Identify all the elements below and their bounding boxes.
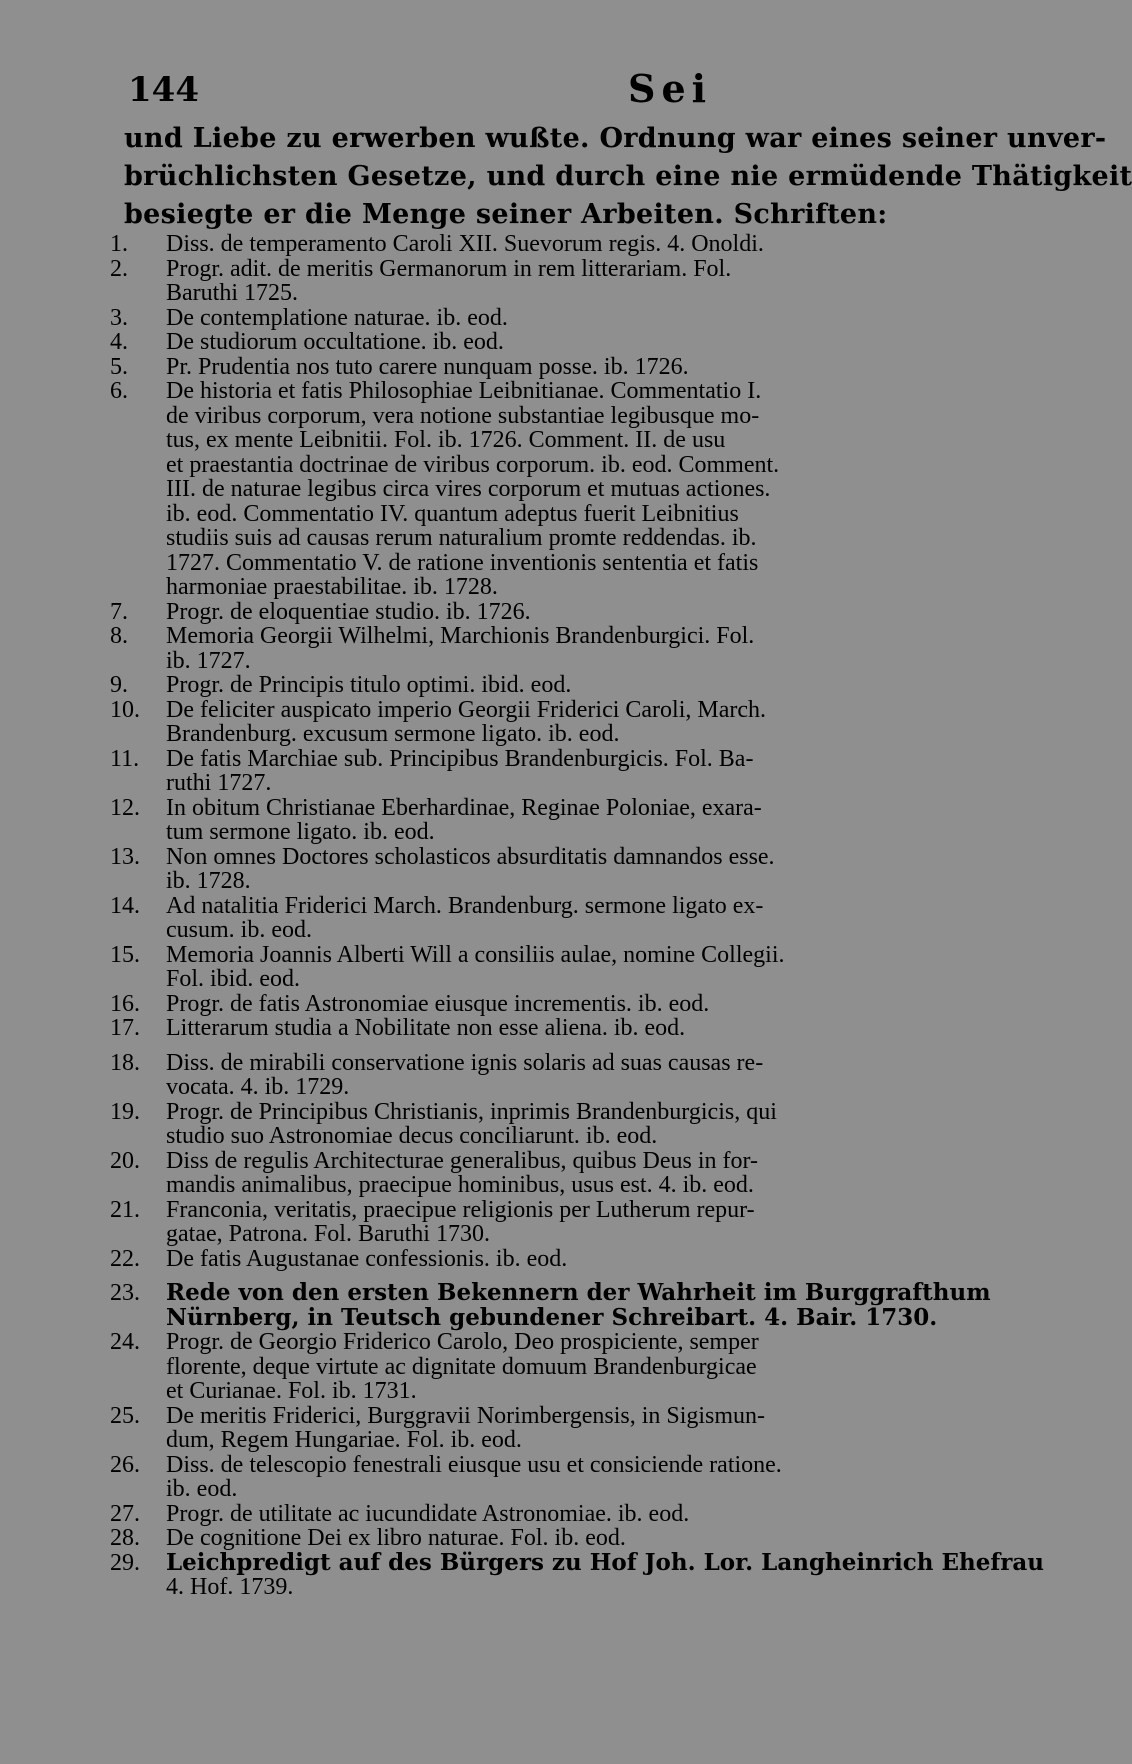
item-text bbox=[166, 1016, 980, 1041]
item-text bbox=[166, 673, 980, 698]
item-line: Memoria Joannis Alberti Will a consiliis aulae, nomine Collegii. bbox=[166, 941, 785, 968]
item-number: 14. bbox=[110, 892, 140, 919]
item-line: ib. 1728. bbox=[166, 868, 251, 894]
item-text bbox=[166, 379, 980, 600]
page-header bbox=[128, 66, 968, 111]
item-number: 1. bbox=[110, 231, 128, 257]
list-item bbox=[110, 1330, 980, 1404]
item-number: 29. bbox=[110, 1549, 140, 1576]
item-number: 7. bbox=[110, 598, 128, 625]
item-line: de viribus corporum, vera notione substantiae legibusque mo- bbox=[166, 402, 760, 429]
running-head: Sei bbox=[628, 66, 713, 111]
item-line: tum sermone ligato. ib. eod. bbox=[166, 819, 435, 845]
list-item bbox=[110, 600, 980, 625]
item-number: 3. bbox=[110, 304, 128, 331]
item-line: III. de naturae legibus circa vires corporum et mutuas actiones. bbox=[166, 476, 771, 502]
item-number: 6. bbox=[110, 378, 128, 404]
item-number: 2. bbox=[110, 255, 128, 282]
item-line: ruthi 1727. bbox=[166, 770, 272, 796]
list-item bbox=[110, 1051, 980, 1100]
item-number: 17. bbox=[110, 1015, 140, 1041]
item-text bbox=[166, 1453, 980, 1502]
list-item bbox=[110, 673, 980, 698]
item-text bbox=[166, 894, 980, 943]
item-line: De historia et fatis Philosophiae Leibnitianae. Commentatio I. bbox=[166, 378, 762, 404]
item-line: De contemplatione naturae. ib. eod. bbox=[166, 304, 508, 331]
item-number: 10. bbox=[110, 696, 140, 723]
list-item bbox=[110, 1198, 980, 1247]
list-item bbox=[110, 1149, 980, 1198]
item-line: Ad natalitia Friderici March. Brandenburg. sermone ligato ex- bbox=[166, 892, 764, 919]
list-item bbox=[110, 1453, 980, 1502]
item-text bbox=[166, 943, 980, 992]
intro-line: brüchlichsten Gesetze, und durch eine nie ermüdende Thätigkeit bbox=[124, 161, 1132, 192]
item-text bbox=[166, 1330, 980, 1404]
list-item bbox=[110, 845, 980, 894]
list-item bbox=[110, 1502, 980, 1527]
list-item bbox=[110, 894, 980, 943]
item-line: Brandenburg. excusum sermone ligato. ib. eod. bbox=[166, 721, 620, 747]
item-text bbox=[166, 1100, 980, 1149]
item-text bbox=[166, 1526, 980, 1551]
item-number: 25. bbox=[110, 1402, 140, 1429]
item-line: ib. eod. bbox=[166, 1476, 238, 1502]
item-line: Progr. de Georgio Friderico Carolo, Deo prospiciente, semper bbox=[166, 1329, 759, 1355]
item-number: 22. bbox=[110, 1245, 140, 1272]
item-number: 15. bbox=[110, 941, 140, 968]
item-line: Progr. de eloquentiae studio. ib. 1726. bbox=[166, 598, 531, 625]
item-number: 13. bbox=[110, 843, 140, 870]
item-line: vocata. 4. ib. 1729. bbox=[166, 1074, 350, 1100]
item-text bbox=[166, 232, 980, 257]
item-text bbox=[166, 698, 980, 747]
list-item bbox=[110, 624, 980, 673]
item-text bbox=[166, 257, 980, 306]
item-text bbox=[166, 355, 980, 380]
item-number: 8. bbox=[110, 623, 128, 649]
item-number: 5. bbox=[110, 353, 128, 380]
item-line: Diss. de telescopio fenestrali eiusque usu et consiciende ratione. bbox=[166, 1451, 782, 1478]
item-number: 18. bbox=[110, 1049, 140, 1076]
item-line: De fatis Marchiae sub. Principibus Brandenburgicis. Fol. Ba- bbox=[166, 745, 754, 772]
list-item bbox=[110, 257, 980, 306]
item-text bbox=[166, 1404, 980, 1453]
item-number: 12. bbox=[110, 794, 140, 821]
item-line: Progr. de Principibus Christianis, inprimis Brandenburgicis, qui bbox=[166, 1098, 777, 1125]
item-line: ib. eod. Commentatio IV. quantum adeptus fuerit Leibnitius bbox=[166, 500, 739, 527]
item-number: 4. bbox=[110, 329, 128, 355]
intro-paragraph bbox=[124, 120, 1132, 234]
item-line: Litterarum studia a Nobilitate non esse aliena. ib. eod. bbox=[166, 1015, 686, 1041]
item-text bbox=[166, 796, 980, 845]
item-number: 26. bbox=[110, 1451, 140, 1478]
list-item bbox=[110, 796, 980, 845]
item-line: De cognitione Dei ex libro naturae. Fol. ib. eod. bbox=[166, 1525, 626, 1551]
item-line: Diss. de mirabili conservatione ignis solaris ad suas causas re- bbox=[166, 1049, 764, 1076]
item-line: Diss de regulis Architecturae generalibus, quibus Deus in for- bbox=[166, 1147, 759, 1174]
item-text bbox=[166, 330, 980, 355]
item-line: Progr. de fatis Astronomiae eiusque incrementis. ib. eod. bbox=[166, 990, 710, 1017]
item-text bbox=[166, 1051, 980, 1100]
item-line: studio suo Astronomiae decus conciliarunt. ib. eod. bbox=[166, 1123, 658, 1149]
list-item bbox=[110, 698, 980, 747]
item-number: 16. bbox=[110, 990, 140, 1017]
item-number: 9. bbox=[110, 672, 128, 698]
item-line: Nürnberg, in Teutsch gebundener Schreibart. 4. Bair. 1730. bbox=[166, 1303, 938, 1331]
list-item bbox=[110, 1526, 980, 1551]
item-text bbox=[166, 1247, 980, 1272]
list-item bbox=[110, 379, 980, 600]
item-line: et praestantia doctrinae de viribus corporum. ib. eod. Comment. bbox=[166, 451, 780, 478]
list-item bbox=[110, 1548, 1044, 1600]
item-line: 1727. Commentatio V. de ratione inventionis sententia et fatis bbox=[166, 549, 759, 576]
intro-line: und Liebe zu erwerben wußte. Ordnung war eines seiner unver- bbox=[124, 123, 1107, 154]
item-number: 24. bbox=[110, 1329, 140, 1355]
list-item bbox=[110, 992, 980, 1017]
item-number: 20. bbox=[110, 1147, 140, 1174]
item-line: De meritis Friderici, Burggravii Norimbergensis, in Sigismun- bbox=[166, 1402, 766, 1429]
item-line: De fatis Augustanae confessionis. ib. eod. bbox=[166, 1245, 568, 1272]
item-number: 19. bbox=[110, 1098, 140, 1125]
list-item bbox=[110, 747, 980, 796]
item-line: gatae, Patrona. Fol. Baruthi 1730. bbox=[166, 1221, 490, 1247]
item-text bbox=[166, 306, 980, 331]
item-line: Fol. ibid. eod. bbox=[166, 966, 301, 992]
item-line: harmoniae praestabilitae. ib. 1728. bbox=[166, 574, 498, 600]
list-item bbox=[110, 1016, 980, 1041]
item-line: Rede von den ersten Bekennern der Wahrheit im Burggrafthum bbox=[166, 1279, 991, 1306]
item-line: Progr. adit. de meritis Germanorum in rem litterariam. Fol. bbox=[166, 255, 732, 282]
bibliography-list bbox=[110, 231, 1044, 1600]
page-number: 144 bbox=[128, 70, 199, 110]
item-number: 27. bbox=[110, 1500, 140, 1527]
list-item bbox=[110, 1404, 980, 1453]
item-text bbox=[166, 1548, 1044, 1600]
item-line: ib. 1727. bbox=[166, 647, 251, 674]
list-item bbox=[110, 1247, 980, 1272]
item-text bbox=[166, 747, 980, 796]
list-item bbox=[110, 232, 980, 257]
item-number: 28. bbox=[110, 1525, 140, 1551]
item-text bbox=[166, 1281, 991, 1330]
item-line: dum, Regem Hungariae. Fol. ib. eod. bbox=[166, 1427, 522, 1453]
item-line: Progr. de utilitate ac iucundidate Astronomiae. ib. eod. bbox=[166, 1500, 690, 1527]
item-line: cusum. ib. eod. bbox=[166, 917, 312, 943]
item-text bbox=[166, 845, 980, 894]
item-number: 11. bbox=[110, 745, 140, 772]
item-line: In obitum Christianae Eberhardinae, Reginae Poloniae, exara- bbox=[166, 794, 762, 821]
list-item bbox=[110, 1100, 980, 1149]
item-line: mandis animalibus, praecipue hominibus, usus est. 4. ib. eod. bbox=[166, 1172, 754, 1198]
list-item bbox=[110, 330, 980, 355]
item-text bbox=[166, 624, 980, 673]
list-item bbox=[110, 355, 980, 380]
item-line: Memoria Georgii Wilhelmi, Marchionis Brandenburgici. Fol. bbox=[166, 623, 755, 649]
item-line: De studiorum occultatione. ib. eod. bbox=[166, 329, 504, 355]
item-line: Franconia, veritatis, praecipue religionis per Lutherum repur- bbox=[166, 1196, 755, 1223]
item-line: Progr. de Principis titulo optimi. ibid. eod. bbox=[166, 672, 572, 698]
item-line: studiis suis ad causas rerum naturalium promte reddendas. ib. bbox=[166, 525, 757, 551]
list-item bbox=[110, 1279, 991, 1331]
item-number: 23. bbox=[110, 1280, 140, 1306]
item-text bbox=[166, 1198, 980, 1247]
item-line: 4. Hof. 1739. bbox=[166, 1574, 294, 1600]
intro-line: besiegte er die Menge seiner Arbeiten. Schriften: bbox=[124, 199, 888, 230]
list-item bbox=[110, 306, 980, 331]
item-line: De feliciter auspicato imperio Georgii Friderici Caroli, March. bbox=[166, 696, 767, 723]
item-text bbox=[166, 600, 980, 625]
item-line: Baruthi 1725. bbox=[166, 280, 298, 306]
item-line: Pr. Prudentia nos tuto carere nunquam posse. ib. 1726. bbox=[166, 353, 689, 380]
item-text bbox=[166, 1502, 980, 1527]
item-line: florente, deque virtute ac dignitate domuum Brandenburgicae bbox=[166, 1353, 757, 1380]
item-text bbox=[166, 1149, 980, 1198]
item-text bbox=[166, 992, 980, 1017]
item-line: tus, ex mente Leibnitii. Fol. ib. 1726. Comment. II. de usu bbox=[166, 427, 726, 453]
item-line: et Curianae. Fol. ib. 1731. bbox=[166, 1378, 417, 1404]
item-line: Non omnes Doctores scholasticos absurditatis damnandos esse. bbox=[166, 843, 775, 870]
item-number: 21. bbox=[110, 1196, 140, 1223]
list-item bbox=[110, 943, 980, 992]
item-line: Diss. de temperamento Caroli XII. Suevorum regis. 4. Onoldi. bbox=[166, 231, 764, 257]
item-line: Leichpredigt auf des Bürgers zu Hof Joh. Lor. Langheinrich Ehefrau bbox=[166, 1548, 1044, 1576]
